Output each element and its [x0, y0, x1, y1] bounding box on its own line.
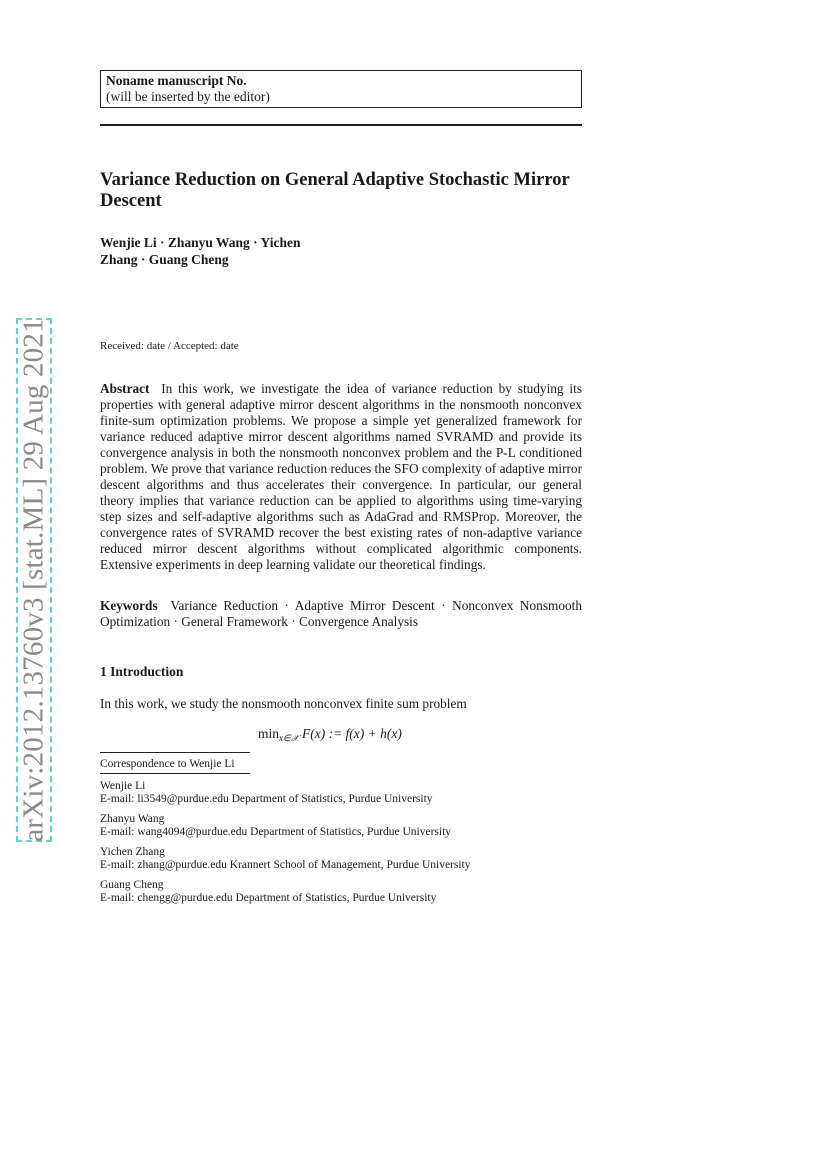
correspondence-note: Correspondence to Wenjie Li [100, 758, 235, 770]
equation-min: min [258, 726, 280, 741]
editor-note: (will be inserted by the editor) [106, 89, 270, 104]
affiliation-detail: E-mail: wang4094@purdue.edu Department of Statistics, Purdue University [100, 826, 452, 838]
affiliation-list [100, 780, 582, 912]
paper-title: Variance Reduction on General Adaptive Stochastic Mirror Descent [100, 170, 570, 211]
manuscript-header-box [100, 70, 582, 108]
keywords [100, 598, 582, 630]
equation-body: F(x) := f(x) + h(x) [298, 726, 402, 741]
affiliation-name: Wenjie Li [100, 780, 146, 792]
abstract-label: Abstract [100, 381, 150, 396]
authors-line-1: Wenjie Li · Zhanyu Wang · Yichen [100, 235, 301, 250]
affiliation-item [100, 879, 582, 905]
affiliation-detail: E-mail: li3549@purdue.edu Department of Statistics, Purdue University [100, 793, 433, 805]
keywords-text: Variance Reduction · Adaptive Mirror Descent · Nonconvex Nonsmooth Optimization · General Framework · Convergence Analysis [100, 598, 582, 629]
affiliation-name: Zhanyu Wang [100, 813, 165, 825]
received-accepted-date: Received: date / Accepted: date [100, 340, 239, 352]
correspondence-underline [100, 773, 250, 774]
affiliation-detail: E-mail: zhang@purdue.edu Krannert School of Management, Purdue University [100, 859, 471, 871]
equation-subscript: x∈𝒳 [279, 733, 299, 743]
affiliation-detail: E-mail: chengg@purdue.edu Department of Statistics, Purdue University [100, 892, 437, 904]
affiliation-name: Guang Cheng [100, 879, 164, 891]
manuscript-number-label: Noname manuscript No. [106, 73, 247, 88]
affiliation-item [100, 846, 582, 872]
keywords-label: Keywords [100, 598, 158, 613]
affiliation-name: Yichen Zhang [100, 846, 165, 858]
abstract-text: In this work, we investigate the idea of variance reduction by studying its properties with general adaptive mirror descent algorithms in the nonsmooth nonconvex finite-sum optimization problems. We propose a simple yet generalized framework for variance reduced adaptive mirror descent algorithms named SVRAMD and provide its convergence analysis in both the nonsmooth nonconvex problem and the P-L conditioned problem. We prove that variance reduction reduces the SFO complexity of adaptive mirror descent algorithms and thus accelerates their convergence. In particular, our general theory implies that variance reduction can be applied to algorithms using time-varying step sizes and self-adaptive algorithms such as AdaGrad and RMSProp. Moreover, the convergence rates of SVRAMD recover the best existing rates of non-adaptive variance reduced mirror descent algorithms without complicated algorithmic components. Extensive experiments in deep learning validate our theoretical findings. [100, 381, 582, 572]
author-list [100, 234, 400, 268]
arxiv-identifier: arXiv:2012.13760v3 [stat.ML] 29 Aug 2021 [17, 318, 50, 842]
section-heading-introduction: 1 Introduction [100, 664, 184, 679]
objective-equation [258, 726, 402, 744]
intro-paragraph: In this work, we study the nonsmooth nonconvex finite sum problem [100, 696, 467, 711]
affiliation-item [100, 780, 582, 806]
header-rule [100, 124, 582, 126]
authors-line-2: Zhang · Guang Cheng [100, 252, 229, 267]
affiliation-item [100, 813, 582, 839]
footnote-rule [100, 752, 250, 753]
abstract [100, 381, 582, 573]
